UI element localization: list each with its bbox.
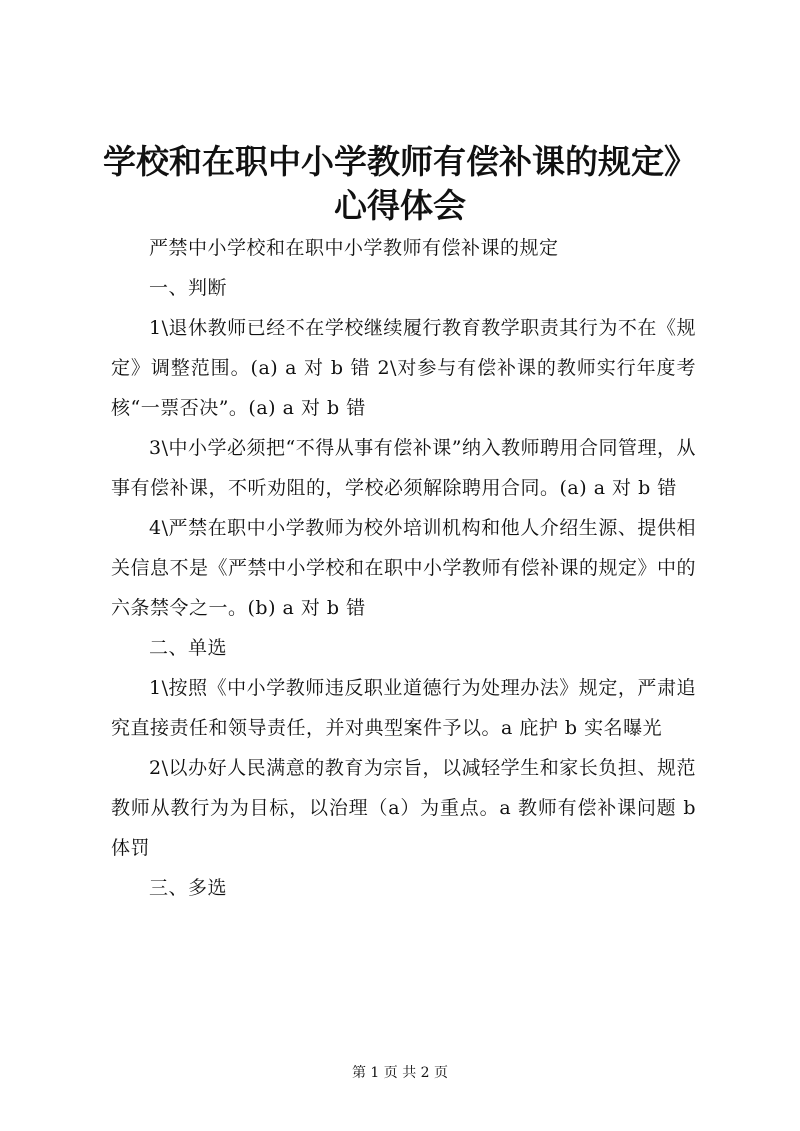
paragraph-judgement-1-2: 1\退休教师已经不在学校继续履行教育教学职责其行为不在《规定》调整范围。(a) a 对 b 错 2\对参与有偿补课的教师实行年度考核“一票否决”。(a) a 对 b 错 bbox=[111, 317, 696, 419]
document-body bbox=[111, 228, 696, 908]
paragraph-single-choice-2: 2\以办好人民满意的教育为宗旨，以减轻学生和家长负担、规范教师从教行为为目标，以治理（a）为重点。a 教师有偿补课问题 b 体罚 bbox=[111, 757, 696, 859]
section-heading-judgement: 一、判断 bbox=[149, 277, 228, 299]
paragraph-judgement-3: 3\中小学必须把“不得从事有偿补课”纳入教师聘用合同管理，从事有偿补课，不听劝阻的，学校必须解除聘用合同。(a) a 对 b 错 bbox=[111, 437, 696, 499]
paragraph-subtitle: 严禁中小学校和在职中小学教师有偿补课的规定 bbox=[149, 237, 559, 259]
section-heading-single-choice: 二、单选 bbox=[149, 637, 228, 659]
document-title: 学校和在职中小学教师有偿补课的规定》心得体会 bbox=[103, 142, 697, 225]
paragraph-single-choice-1: 1\按照《中小学教师违反职业道德行为处理办法》规定，严肃追究直接责任和领导责任，并对典型案件予以。a 庇护 b 实名曝光 bbox=[111, 677, 696, 739]
section-heading-multiple-choice: 三、多选 bbox=[149, 877, 228, 899]
paragraph-judgement-4: 4\严禁在职中小学教师为校外培训机构和他人介绍生源、提供相关信息不是《严禁中小学校和在职中小学教师有偿补课的规定》中的六条禁令之一。(b) a 对 b 错 bbox=[111, 517, 697, 619]
page-footer: 第 1 页 共 2 页 bbox=[351, 1065, 449, 1081]
